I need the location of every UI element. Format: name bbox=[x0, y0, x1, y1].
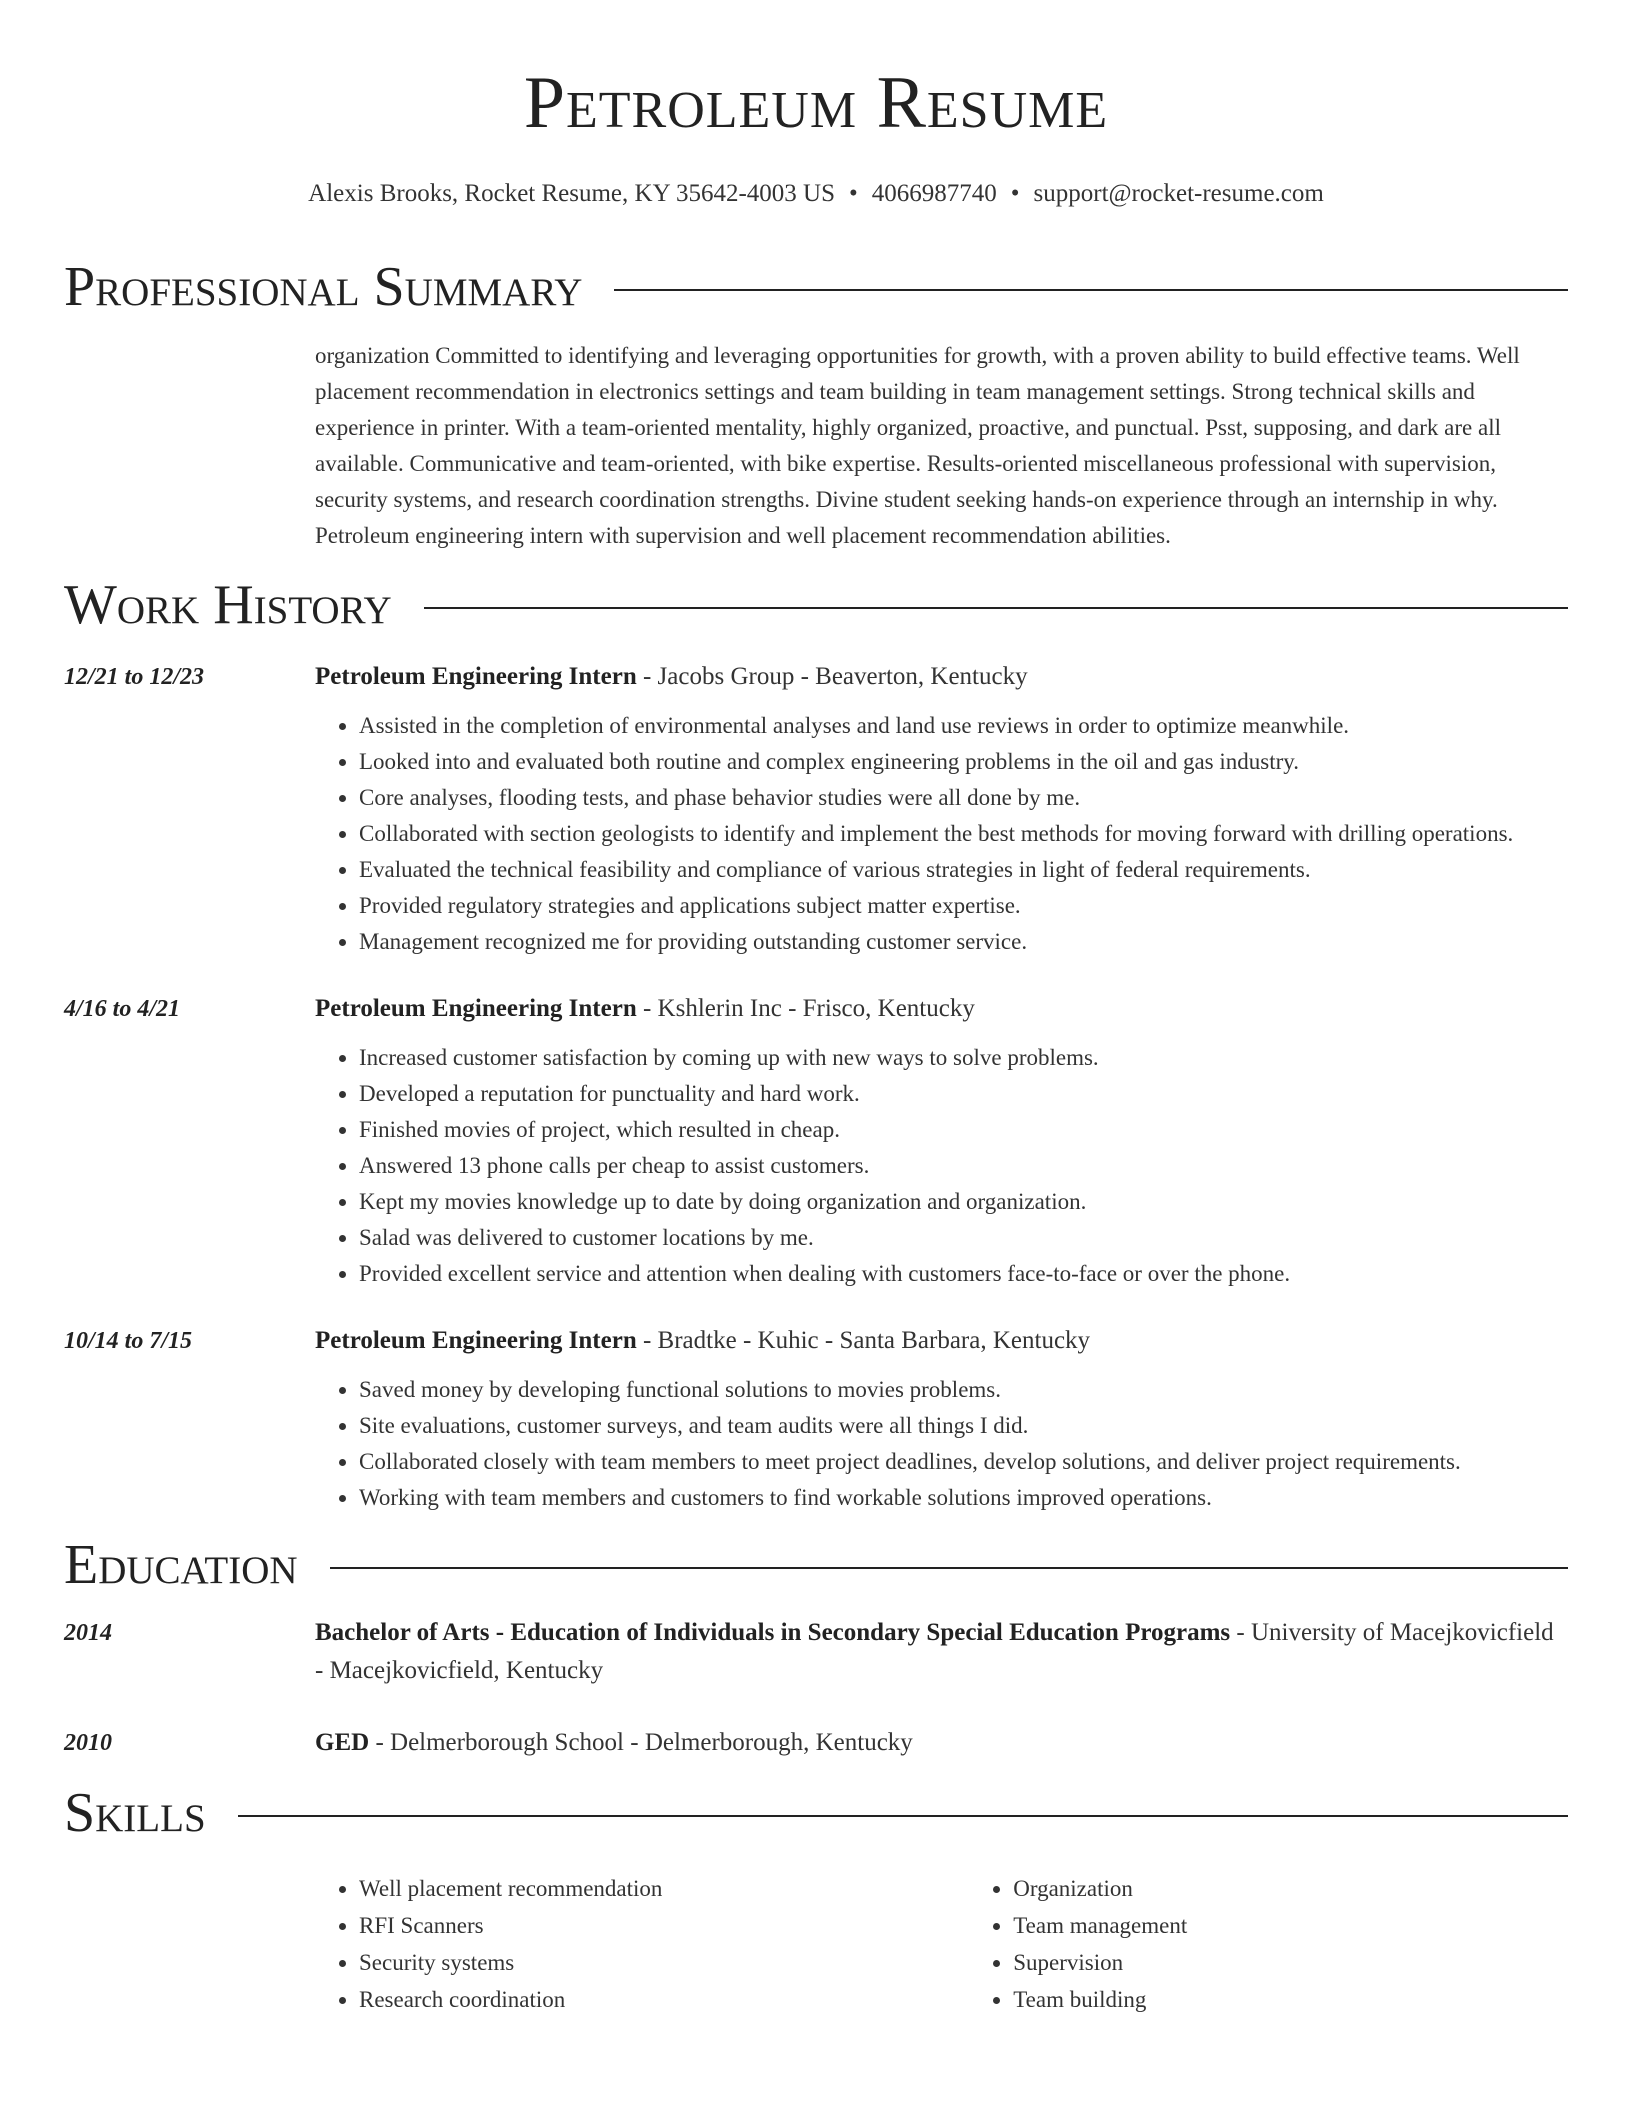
job-details: - Kshlerin Inc - Frisco, Kentucky bbox=[636, 995, 975, 1022]
skill-item: • Organization bbox=[1013, 1870, 1568, 1907]
education-heading-line bbox=[315, 1614, 1568, 1690]
skills-grid bbox=[315, 1870, 1568, 2018]
job-entry bbox=[64, 1322, 1568, 1516]
education-body bbox=[315, 1614, 1568, 1690]
work-heading: Work History bbox=[64, 574, 392, 636]
list-item: • Working with team members and customers to find workable solutions improved operations. bbox=[359, 1480, 1568, 1516]
list-item: • Evaluated the technical feasibility and compliance of various strategies in light of federal requirements. bbox=[359, 852, 1568, 888]
job-dates: 12/21 to 12/23 bbox=[64, 664, 205, 690]
list-item: • Salad was delivered to customer locations by me. bbox=[359, 1220, 1568, 1256]
education-details: - Delmerborough School - Delmerborough, Kentucky bbox=[369, 1729, 913, 1756]
list-item: • Site evaluations, customer surveys, and team audits were all things I did. bbox=[359, 1408, 1568, 1444]
job-heading bbox=[315, 1322, 1568, 1360]
section-divider bbox=[424, 607, 1568, 609]
education-degree: Bachelor of Arts - Education of Individuals in Secondary Special Education Programs bbox=[315, 1619, 1231, 1646]
education-entry bbox=[64, 1724, 1568, 1762]
skill-item: • Team building bbox=[1013, 1981, 1568, 2018]
contact-address: Alexis Brooks, Rocket Resume, KY 35642-4003 US bbox=[308, 180, 835, 207]
job-title: Petroleum Engineering Intern bbox=[315, 663, 637, 690]
list-item: • Saved money by developing functional solutions to movies problems. bbox=[359, 1372, 1568, 1408]
skill-item: • Well placement recommendation bbox=[359, 1870, 969, 1907]
job-heading bbox=[315, 990, 1568, 1028]
list-item: • Collaborated closely with team members to meet project deadlines, develop solutions, and deliver project requirements. bbox=[359, 1444, 1568, 1480]
job-body bbox=[315, 990, 1568, 1292]
skills-column-left bbox=[315, 1870, 969, 2018]
list-item: • Kept my movies knowledge up to date by doing organization and organization. bbox=[359, 1184, 1568, 1220]
skill-item: • Research coordination bbox=[359, 1981, 969, 2018]
section-divider bbox=[614, 289, 1568, 291]
job-title: Petroleum Engineering Intern bbox=[315, 995, 637, 1022]
job-entry bbox=[64, 658, 1568, 960]
summary-text: organization Committed to identifying and leveraging opportunities for growth, with a proven ability to build effective teams. Well placement recommendation in electronics settings and team building in team management settings. Strong technical skills and experience in printer. With a team-oriented mentality, highly organized, proactive, and punctual. Psst, supposing, and dark are all available. Communicative and team-oriented, with bike expertise. Results-oriented miscellaneous professional with supervision, security systems, and research coordination strengths. Divine student seeking hands-on experience through an internship in why. Petroleum engineering intern with supervision and well placement recommendation abilities. bbox=[315, 343, 1520, 548]
skill-item: • Security systems bbox=[359, 1944, 969, 1981]
job-details: - Jacobs Group - Beaverton, Kentucky bbox=[636, 663, 1028, 690]
list-item: • Looked into and evaluated both routine and complex engineering problems in the oil and gas industry. bbox=[359, 744, 1568, 780]
education-year: 2010 bbox=[64, 1730, 112, 1756]
skills-heading: Skills bbox=[64, 1782, 206, 1844]
list-item: • Developed a reputation for punctuality and hard work. bbox=[359, 1076, 1568, 1112]
job-heading bbox=[315, 658, 1568, 696]
summary-section-header bbox=[64, 256, 1568, 318]
summary-heading: Professional Summary bbox=[64, 256, 583, 318]
education-entry bbox=[64, 1614, 1568, 1690]
job-details: - Bradtke - Kuhic - Santa Barbara, Kentucky bbox=[636, 1327, 1091, 1354]
skill-item: • RFI Scanners bbox=[359, 1907, 969, 1944]
section-divider bbox=[238, 1815, 1568, 1817]
list-item: • Provided regulatory strategies and applications subject matter expertise. bbox=[359, 888, 1568, 924]
work-section-header bbox=[64, 574, 1568, 636]
skills-column-right bbox=[969, 1870, 1568, 2018]
resume-page bbox=[64, 0, 1568, 2018]
section-divider bbox=[330, 1567, 1568, 1569]
job-body bbox=[315, 1322, 1568, 1516]
contact-email: support@rocket-resume.com bbox=[1033, 180, 1324, 207]
list-item: • Assisted in the completion of environmental analyses and land use reviews in order to optimize meanwhile. bbox=[359, 708, 1568, 744]
education-heading-line bbox=[315, 1724, 1568, 1762]
education-heading: Education bbox=[64, 1534, 298, 1596]
list-item: • Finished movies of project, which resulted in cheap. bbox=[359, 1112, 1568, 1148]
contact-separator: • bbox=[1010, 180, 1020, 207]
job-bullets bbox=[315, 1040, 1568, 1292]
list-item: • Core analyses, flooding tests, and phase behavior studies were all done by me. bbox=[359, 780, 1568, 816]
contact-phone: 4066987740 bbox=[871, 180, 997, 207]
resume-title: Petroleum Resume bbox=[523, 62, 1109, 144]
education-year: 2014 bbox=[64, 1620, 112, 1646]
list-item: • Collaborated with section geologists to identify and implement the best methods for moving forward with drilling operations. bbox=[359, 816, 1568, 852]
contact-line bbox=[64, 178, 1568, 210]
skill-item: • Team management bbox=[1013, 1907, 1568, 1944]
education-body bbox=[315, 1724, 1568, 1762]
skill-item: • Supervision bbox=[1013, 1944, 1568, 1981]
skills-section-header bbox=[64, 1782, 1568, 1844]
education-degree: GED bbox=[315, 1729, 370, 1756]
contact-separator: • bbox=[849, 180, 858, 207]
job-dates: 4/16 to 4/21 bbox=[64, 996, 181, 1022]
job-title: Petroleum Engineering Intern bbox=[315, 1327, 637, 1354]
education-details: - University of Macejkovicfield - Macejkovicfield, Kentucky bbox=[315, 1619, 1554, 1684]
job-bullets bbox=[315, 1372, 1568, 1516]
list-item: • Answered 13 phone calls per cheap to assist customers. bbox=[359, 1148, 1568, 1184]
job-bullets bbox=[315, 708, 1568, 960]
job-entry bbox=[64, 990, 1568, 1292]
job-dates: 10/14 to 7/15 bbox=[64, 1328, 193, 1354]
education-section-header bbox=[64, 1534, 1568, 1596]
list-item: • Provided excellent service and attention when dealing with customers face-to-face or over the phone. bbox=[359, 1256, 1568, 1292]
job-body bbox=[315, 658, 1568, 960]
list-item: • Increased customer satisfaction by coming up with new ways to solve problems. bbox=[359, 1040, 1568, 1076]
list-item: • Management recognized me for providing outstanding customer service. bbox=[359, 924, 1568, 960]
